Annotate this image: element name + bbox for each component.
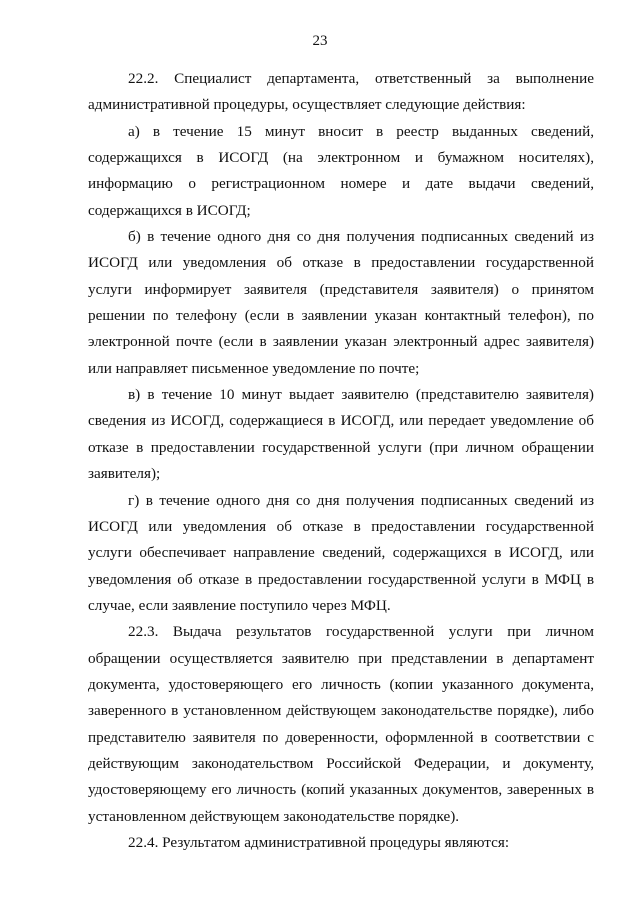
page-number: 23 <box>312 33 328 49</box>
paragraph-item-g: г) в течение одного дня со дня получения подписанных сведений из ИСОГД или уведомления об отказе в предоставлении государственной услуги обеспечивает направление сведений, содержащихся в ИСОГД, или уведомления об отказе в предоставлении государственной услуги в МФЦ в случае, если заявление поступило через МФЦ. <box>88 491 594 614</box>
paragraph-22-2: 22.2. Специалист департамента, ответственный за выполнение административной процедуры, осуществляет следующие действия: <box>88 70 594 114</box>
paragraph-22-3: 22.3. Выдача результатов государственной услуги при личном обращении осуществляется заявителю при представлении в департамент документа, удостоверяющего его личность (копии указанного документа, заверенного в установленном действующем законодательстве порядке), либо представителю заявителя по доверенности, оформленной в соответствии с действующим законодательством Российской Федерации, и документу, удостоверяющему его личность (копий указанных документов, заверенных в установленном действующем законодательстве порядке). <box>88 623 594 825</box>
document-body <box>88 66 594 856</box>
paragraph-item-v: в) в течение 10 минут выдает заявителю (представителю заявителя) сведения из ИСОГД, содержащиеся в ИСОГД, или передает уведомление об отказе в предоставлении государственной услуги (при личном обращении заявителя); <box>88 386 594 483</box>
paragraph-item-a: а) в течение 15 минут вносит в реестр выданных сведений, содержащихся в ИСОГД (на электронном и бумажном носителях), информацию о регистрационном номере и дате выдачи сведений, содержащихся в ИСОГД; <box>88 122 594 219</box>
paragraph-22-4: 22.4. Результатом административной процедуры являются: <box>128 833 510 851</box>
paragraph-item-b: б) в течение одного дня со дня получения подписанных сведений из ИСОГД или уведомления об отказе в предоставлении государственной услуги информирует заявителя (представителя заявителя) о принятом решении по телефону (если в заявлении указан контактный телефон), по электронной почте (если в заявлении указан электронный адрес заявителя) или направляет письменное уведомление по почте; <box>88 228 594 377</box>
